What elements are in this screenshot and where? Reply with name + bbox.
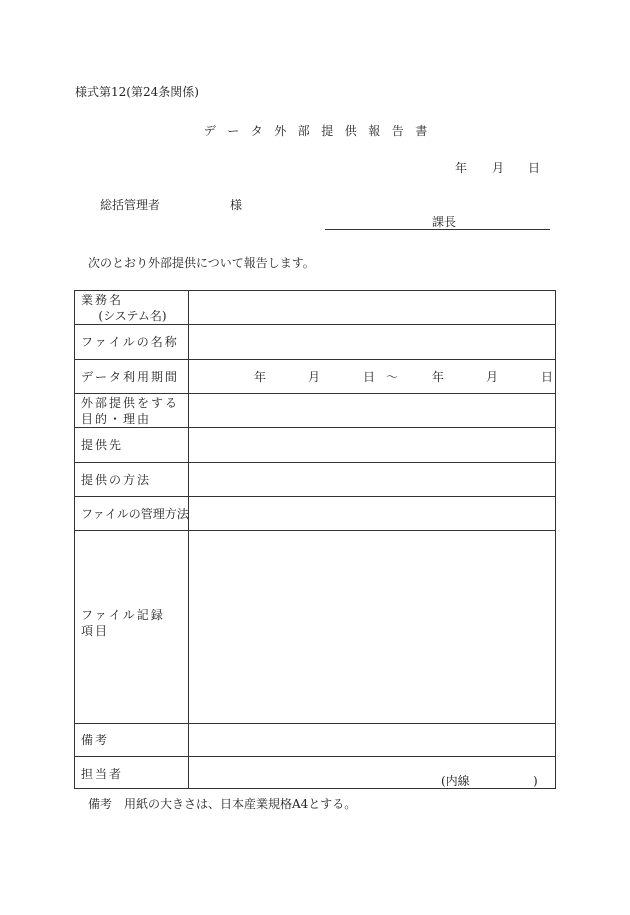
period-from-year: 年 [254, 370, 267, 384]
document-title [198, 124, 433, 138]
period-from-day: 日 [363, 370, 376, 384]
table-row [75, 428, 555, 463]
period-to-day: 日 [541, 370, 554, 384]
table-row [75, 394, 555, 428]
title-char: 告 [391, 124, 404, 138]
row-label [81, 463, 184, 496]
row-value-field[interactable] [189, 531, 555, 723]
table-row [75, 757, 555, 790]
title-char: 報 [368, 124, 381, 138]
period-to-month: 月 [486, 370, 499, 384]
row-label-line: 外部提供をする [81, 395, 180, 410]
row-value-field[interactable] [189, 757, 555, 790]
title-char: 提 [321, 124, 334, 138]
row-value-field[interactable] [189, 291, 555, 324]
row-value-field[interactable] [189, 428, 555, 462]
extension-close: ) [533, 774, 538, 788]
intro-text: 次のとおり外部提供について報告します。 [88, 256, 315, 270]
row-label-line: データ利用期間 [81, 369, 180, 384]
row-label [81, 325, 184, 359]
addressee-name: 総括管理者 [100, 198, 161, 212]
report-table [74, 290, 556, 789]
row-value-field[interactable] [189, 325, 555, 359]
date-month: 月 [492, 161, 505, 175]
table-row [75, 291, 555, 325]
table-row [75, 531, 555, 724]
row-label-line: 業務名 [81, 292, 124, 307]
row-label-line: (システム名) [98, 308, 167, 323]
row-value-field[interactable] [189, 497, 555, 530]
period-tilde: ～ [386, 370, 399, 384]
footnote-text: 用紙の大きさは、日本産業規格A4とする。 [124, 797, 357, 811]
row-label [81, 497, 189, 530]
table-row [75, 360, 555, 394]
row-label-line: ファイル記録 [81, 608, 165, 622]
row-value-field[interactable] [189, 394, 555, 427]
row-label-line: ファイルの名称 [81, 335, 179, 349]
row-label-line: 備考 [81, 733, 110, 747]
row-label-line: 目的・理由 [81, 411, 152, 426]
addressee-honorific: 様 [230, 198, 243, 212]
date-day: 日 [528, 161, 541, 175]
form-number: 様式第12(第24条関係) [75, 85, 199, 99]
title-char: 部 [297, 124, 310, 138]
period-from-month: 月 [308, 370, 321, 384]
footnote-label: 備考 [88, 797, 113, 811]
row-value-field[interactable] [189, 724, 555, 756]
row-label [81, 531, 184, 723]
row-label [81, 394, 184, 427]
period-to-year: 年 [432, 370, 445, 384]
row-label [81, 724, 184, 756]
row-value-field[interactable] [189, 360, 555, 393]
row-label-line: ファイルの管理方法 [81, 506, 189, 521]
row-label-line: 担当者 [81, 766, 124, 781]
row-label-line: 提供の方法 [81, 472, 152, 487]
title-char: 外 [274, 124, 287, 138]
table-row [75, 463, 555, 497]
table-row [75, 497, 555, 531]
row-value-field[interactable] [189, 463, 555, 496]
title-char: ー [227, 124, 240, 138]
row-label [81, 291, 184, 324]
title-char: 供 [344, 124, 357, 138]
row-label-line: 提供先 [81, 438, 124, 452]
row-label-line: 項目 [81, 624, 110, 638]
date-year: 年 [455, 161, 468, 175]
table-row [75, 724, 555, 757]
extension-open: (内線 [441, 774, 470, 788]
table-row [75, 325, 555, 360]
title-char: タ [250, 124, 263, 138]
sender-title: 課長 [432, 215, 457, 229]
sender-signature-line [325, 229, 550, 230]
row-label [81, 757, 184, 790]
title-char: 書 [415, 124, 428, 138]
row-label [81, 428, 184, 462]
title-char: デ [203, 124, 216, 138]
row-label [81, 360, 184, 393]
